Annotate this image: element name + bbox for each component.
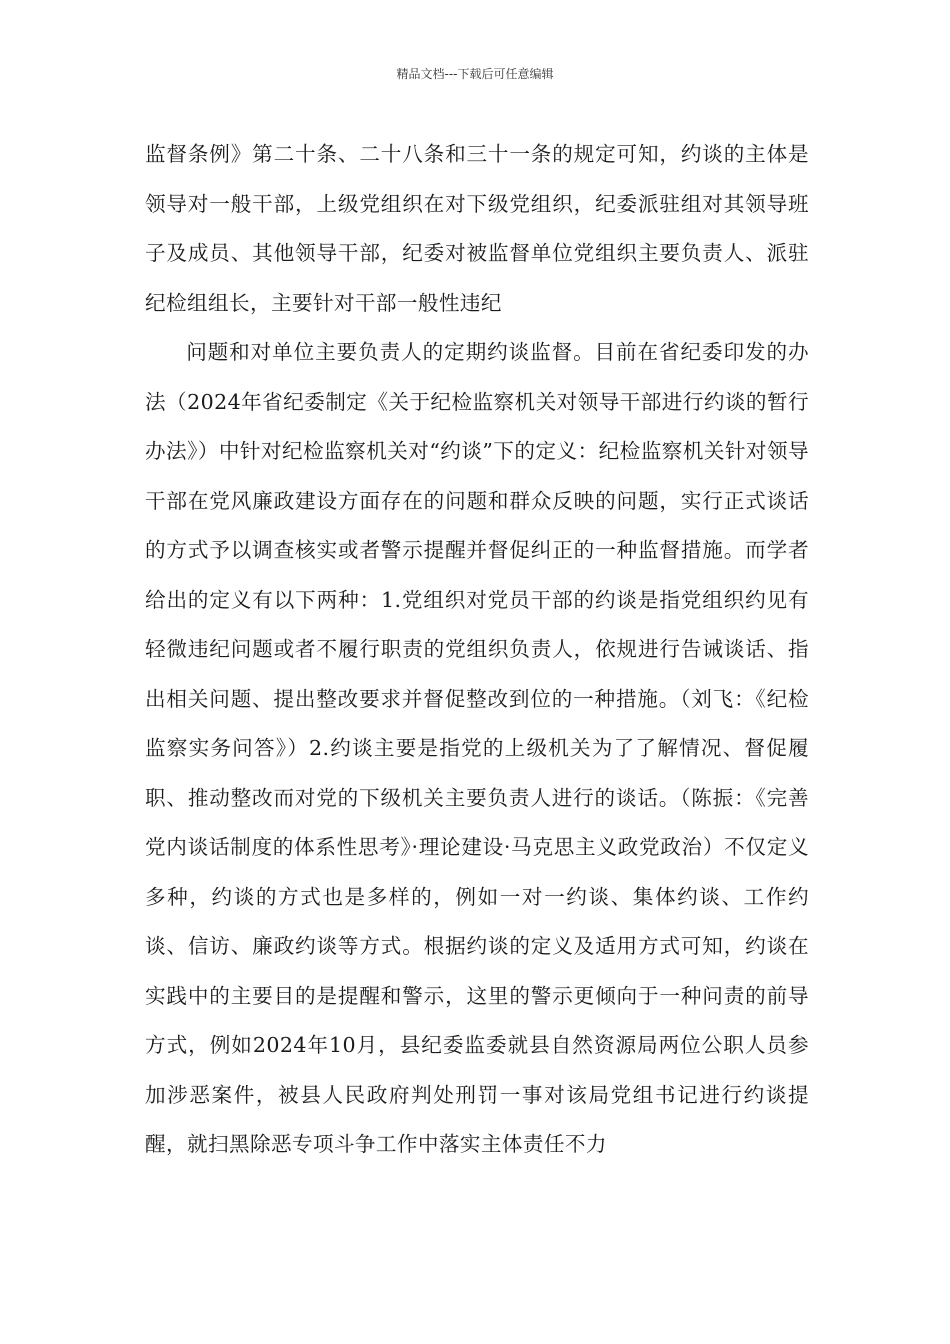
paragraph-main: 问题和对单位主要负责人的定期约谈监督。目前在省纪委印发的办法（2024年省纪委制定《关于纪检监察机关对领导干部进行约谈的暂行办法》）中针对纪检监察机关对“约谈”下的定义：纪检监察机关针对领导干部在党风廉政建设方面存在的问题和群众反映的问题，实行正式谈话的方式予以调查核实或者警示提醒并督促纠正的一种监督措施。而学者给出的定义有以下两种：1.党组织对党员干部的约谈是指党组织约见有轻微违纪问题或者不履行职责的党组织负责人，依规进行告诫谈话、指出相关问题、提出整改要求并督促整改到位的一种措施。（刘飞：《纪检监察实务问答》）2.约谈主要是指党的上级机关为了了解情况、督促履职、推动整改而对党的下级机关主要负责人进行的谈话。（陈振：《完善党内谈话制度的体系性思考》·理论建设·马克思主义政党政治）不仅定义多种，约谈的方式也是多样的，例如一对一约谈、集体约谈、工作约谈、信访、廉政约谈等方式。根据约谈的定义及适用方式可知，约谈在实践中的主要目的是提醒和警示，这里的警示更倾向于一种问责的前导方式，例如2024年10月，县纪委监委就县自然资源局两位公职人员参加涉恶案件，被县人民政府判处刑罚一事对该局党组书记进行约谈提醒，就扫黑除恶专项斗争工作中落实主体责任不力 xyxy=(145,340,809,1156)
paragraph-continuation: 监督条例》第二十条、二十八条和三十一条的规定可知，约谈的主体是领导对一般干部，上级党组织在对下级党组织，纪委派驻组对其领导班子及成员、其他领导干部，纪委对被监督单位党组织主要负责人、派驻纪检组组长，主要针对干部一般性违纪 xyxy=(145,142,809,315)
document-body xyxy=(145,130,809,1170)
page-header: 精品文档---下载后可任意编辑 xyxy=(396,67,554,81)
